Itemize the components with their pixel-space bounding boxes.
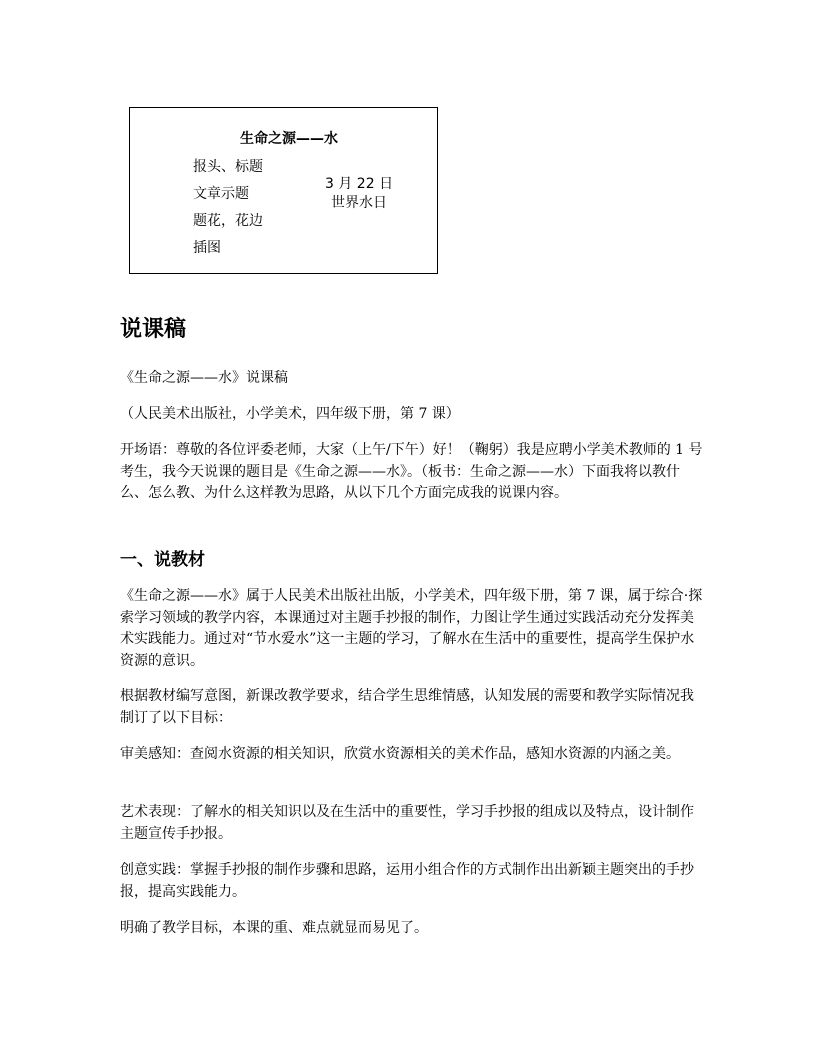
intro-opening: 开场语：尊敬的各位评委老师，大家（上午/下午）好！（鞠躬）我是应聘小学美术教师的 1 号考生，我今天说课的题目是《生命之源——水》。（板书：生命之源——水）下面我将以教什么、怎么教、为什么这样教为思路，从以下几个方面完成我的说课内容。: [120, 442, 703, 501]
board-title: 生命之源——水: [240, 131, 338, 147]
paragraph: 明确了教学目标，本课的重、难点就显而易见了。: [120, 920, 428, 936]
paragraph: 《生命之源——水》属于人民美术出版社出版，小学美术，四年级下册，第 7 课，属于综合·探索学习领域的教学内容，本课通过对主题手抄报的制作，力图让学生通过实践活动充分发挥美术实践能力。通过对“节水爱水”这一主题的学习，了解水在生活中的重要性，提高学生保护水资源的意识。: [120, 588, 703, 669]
paragraph: 艺术表现：了解水的相关知识以及在生活中的重要性，学习手抄报的组成以及特点，设计制作主题宣传手抄报。: [120, 804, 694, 842]
intro-title: 《生命之源——水》说课稿: [120, 370, 288, 386]
paragraph: 创意实践：掌握手抄报的制作步骤和思路，运用小组合作的方式制作出出新颖主题突出的手抄报，提高实践能力。: [120, 862, 694, 900]
board-item: 插图: [193, 240, 221, 256]
section-heading: 一、说教材: [120, 550, 205, 570]
blackboard-layout-box: [129, 107, 438, 274]
board-date: [325, 175, 393, 213]
board-date-line: 3 月 22 日: [325, 176, 394, 192]
board-item: 题花，花边: [193, 213, 263, 229]
paragraph: 根据教材编写意图，新课改教学要求，结合学生思维情感，认知发展的需要和教学实际情况我制订了以下目标：: [120, 688, 694, 726]
board-item: 文章示题: [193, 186, 249, 202]
page-heading: 说课稿: [120, 317, 187, 342]
board-date-line: 世界水日: [331, 195, 388, 211]
intro-source: （人民美术出版社，小学美术，四年级下册，第 7 课）: [120, 406, 460, 422]
paragraph: 审美感知：查阅水资源的相关知识，欣赏水资源相关的美术作品，感知水资源的内涵之美。: [120, 746, 680, 762]
board-item: 报头、标题: [193, 159, 263, 175]
